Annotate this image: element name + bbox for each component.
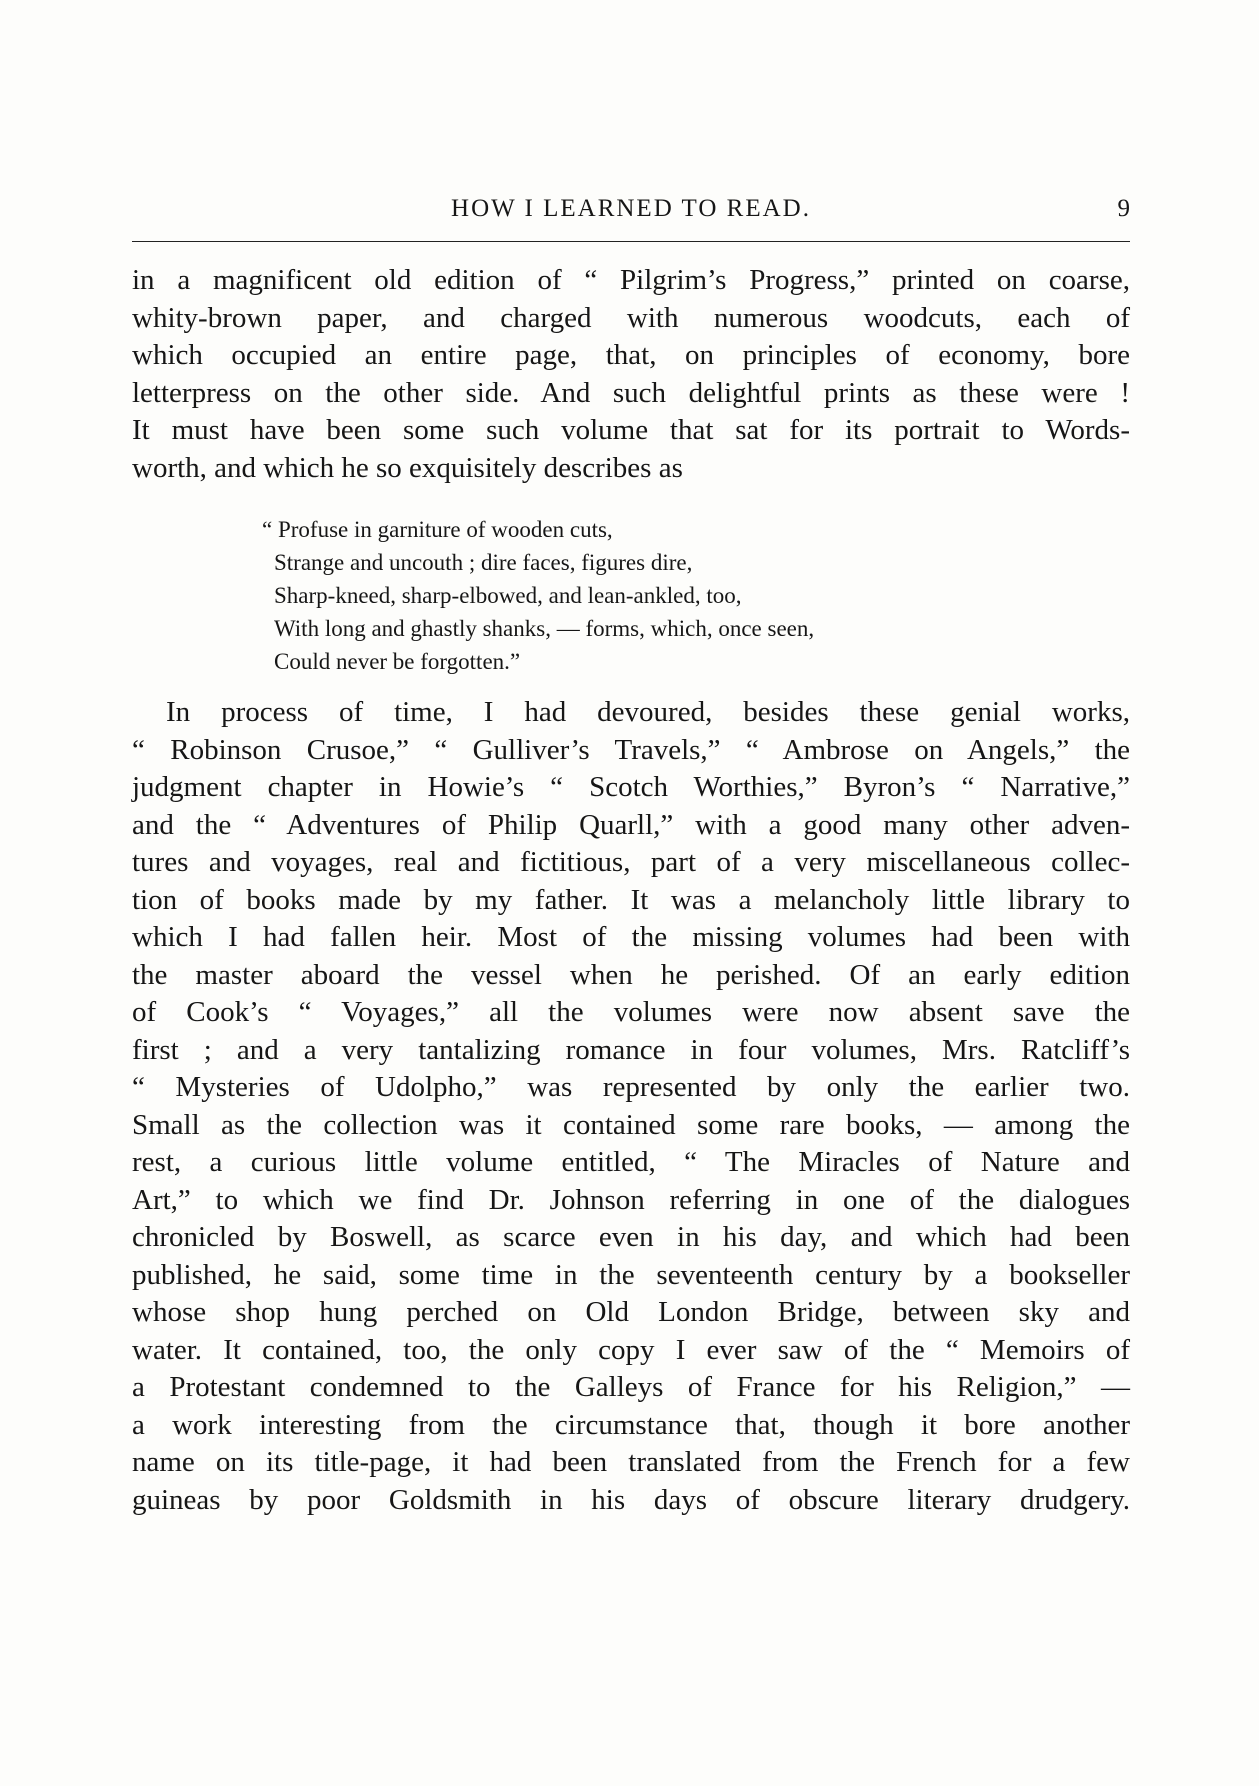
text-line: “ Robinson Crusoe,” “ Gulliver’s Travels,” “ Ambrose on Angels,” the (132, 733, 1130, 766)
text-line: a work interesting from the circumstance that, though it bore another (132, 1408, 1130, 1441)
text-line: and the “ Adventures of Philip Quarll,” with a good many other adven- (132, 808, 1130, 841)
text-line: tures and voyages, real and fictitious, part of a very miscellaneous collec- (132, 846, 1130, 878)
text-line: judgment chapter in Howie’s “ Scotch Worthies,” Byron’s “ Narrative,” (132, 771, 1130, 803)
text-line: “ Mysteries of Udolpho,” was represented by only the earlier two. (132, 1071, 1130, 1103)
verse-line: Strange and uncouth ; dire faces, figures dire, (274, 550, 693, 575)
text-line: guineas by poor Goldsmith in his days of obscure literary drudgery. (132, 1483, 1130, 1516)
text-line: of Cook’s “ Voyages,” all the volumes were now absent save the (132, 996, 1130, 1028)
running-title: HOW I LEARNED TO READ. (451, 195, 811, 222)
page-header (132, 194, 1130, 234)
verse-line: “ Profuse in garniture of wooden cuts, (262, 517, 613, 542)
text-line: a Protestant condemned to the Galleys of France for his Religion,” — (132, 1371, 1130, 1403)
text-line: It must have been some such volume that sat for its portrait to Words- (132, 414, 1130, 446)
text-line: first ; and a very tantalizing romance in four volumes, Mrs. Ratcliff’s (132, 1033, 1130, 1066)
text-line: the master aboard the vessel when he perished. Of an early edition (132, 958, 1130, 991)
header-rule (132, 241, 1130, 242)
verse-quotation (262, 513, 1022, 678)
text-line: tion of books made by my father. It was a melancholy little library to (132, 883, 1130, 916)
text-line: which occupied an entire page, that, on principles of economy, bore (132, 339, 1130, 371)
verse-line: Sharp-kneed, sharp-elbowed, and lean-ankled, too, (274, 583, 742, 608)
text-line: rest, a curious little volume entitled, “ The Miracles of Nature and (132, 1146, 1130, 1178)
paragraph-2 (132, 694, 1130, 1519)
text-line: whity-brown paper, and charged with numerous woodcuts, each of (132, 301, 1130, 334)
text-line: in a magnificent old edition of “ Pilgrim’s Progress,” printed on coarse, (132, 264, 1130, 296)
text-line: chronicled by Boswell, as scarce even in his day, and which had been (132, 1221, 1130, 1253)
text-line: whose shop hung perched on Old London Bridge, between sky and (132, 1296, 1130, 1328)
verse-line: With long and ghastly shanks, — forms, which, once seen, (274, 616, 815, 641)
paragraph-1 (132, 262, 1130, 487)
text-line: Small as the collection was it contained some rare books, — among the (132, 1108, 1130, 1141)
text-line: published, he said, some time in the seventeenth century by a bookseller (132, 1258, 1130, 1291)
text-line: In process of time, I had devoured, besides these genial works, (166, 696, 1130, 728)
text-line: which I had fallen heir. Most of the missing volumes had been with (132, 921, 1130, 953)
text-line: worth, and which he so exquisitely describes as (132, 451, 683, 484)
verse-line: Could never be forgotten.” (274, 649, 521, 674)
text-line: name on its title-page, it had been translated from the French for a few (132, 1446, 1130, 1478)
text-line: Art,” to which we find Dr. Johnson referring in one of the dialogues (132, 1183, 1130, 1216)
text-line: letterpress on the other side. And such delightful prints as these were ! (132, 376, 1130, 409)
page-number: 9 (1117, 195, 1130, 222)
text-line: water. It contained, too, the only copy I ever saw of the “ Memoirs of (132, 1333, 1130, 1366)
